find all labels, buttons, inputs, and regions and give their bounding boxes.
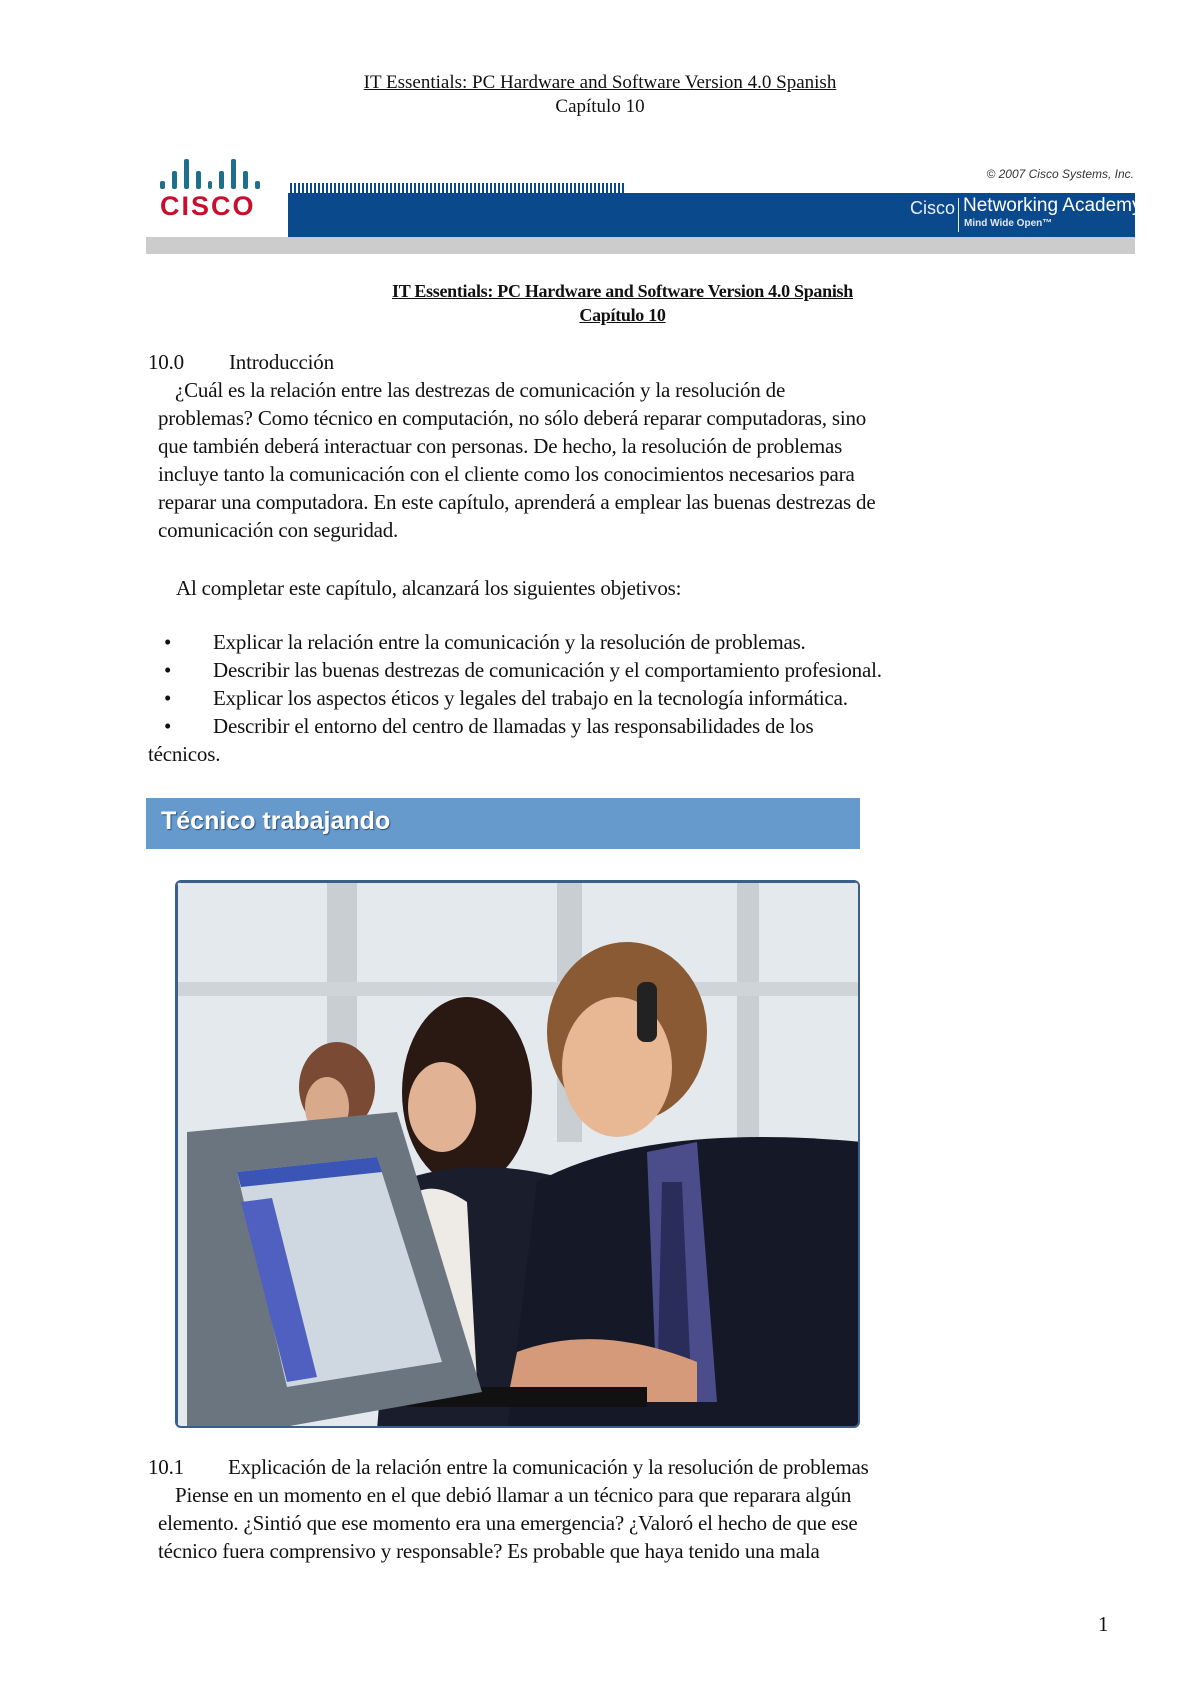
brand-divider <box>958 198 959 232</box>
section-10-1-paragraph <box>158 1481 1078 1565</box>
paragraph-line: que también deberá interactuar con personas. De hecho, la resolución de problemas <box>158 434 843 458</box>
objective-continuation: técnicos. <box>148 742 221 766</box>
objective-item: • Explicar los aspectos éticos y legales del trabajo en la tecnología informática. <box>160 684 1060 712</box>
copyright-text: © 2007 Cisco Systems, Inc. <box>986 167 1134 181</box>
objective-item: • Describir las buenas destrezas de comunicación y el comportamiento profesional. <box>160 656 1060 684</box>
photo-illustration <box>177 882 860 1428</box>
figure-caption: Técnico trabajando <box>161 807 391 835</box>
section-heading-10-0 <box>148 348 334 376</box>
cisco-bars-icon <box>160 155 260 189</box>
call-center-photo <box>175 880 860 1428</box>
running-header <box>0 71 1200 119</box>
section-number: 10.0 <box>148 350 184 374</box>
intro-paragraph <box>158 376 1078 544</box>
document-title: IT Essentials: PC Hardware and Software Version 4.0 Spanish <box>392 281 853 301</box>
objectives-intro: Al completar este capítulo, alcanzará los siguientes objetivos: <box>176 576 682 600</box>
objectives-list <box>160 628 1060 740</box>
paragraph-line: elemento. ¿Sintió que ese momento era una emergencia? ¿Valoró el hecho de que ese <box>158 1511 858 1535</box>
section-heading-10-1 <box>148 1453 869 1481</box>
objective-item: • Describir el entorno del centro de llamadas y las responsabilidades de los <box>160 712 1060 740</box>
paragraph-line: problemas? Como técnico en computación, no sólo deberá reparar computadoras, sino <box>158 406 867 430</box>
section-title: Explicación de la relación entre la comunicación y la resolución de problemas <box>228 1455 869 1479</box>
running-header-chapter: Capítulo 10 <box>555 96 645 117</box>
page-number: 1 <box>1098 1612 1109 1636</box>
running-header-title: IT Essentials: PC Hardware and Software Version 4.0 Spanish <box>363 72 837 93</box>
paragraph-line: reparar una computadora. En este capítulo, aprenderá a emplear las buenas destrezas de <box>158 490 876 514</box>
section-number: 10.1 <box>148 1455 184 1479</box>
section-title: Introducción <box>229 350 334 374</box>
banner-tick-pattern <box>290 183 625 193</box>
paragraph-line: Piense en un momento en el que debió llamar a un técnico para que reparara algún <box>175 1483 852 1507</box>
cisco-wordmark: CISCO <box>160 191 256 221</box>
paragraph-line: ¿Cuál es la relación entre las destrezas de comunicación y la resolución de <box>175 378 786 402</box>
paragraph-line: incluye tanto la comunicación con el cliente como los conocimientos necesarios para <box>158 462 855 486</box>
document-chapter: Capítulo 10 <box>579 305 666 325</box>
brand-tagline: Mind Wide Open™ <box>964 218 1053 229</box>
brand-networking-academy: Networking Academy® <box>963 195 1156 216</box>
cisco-logo <box>160 155 260 225</box>
paragraph-line: técnico fuera comprensivo y responsable? Es probable que haya tenido una mala <box>158 1539 820 1563</box>
figure-caption-bar <box>146 798 860 849</box>
objective-item: • Explicar la relación entre la comunicación y la resolución de problemas. <box>160 628 1060 656</box>
brand-cisco: Cisco <box>910 198 956 218</box>
banner-grey-bar <box>146 237 1135 254</box>
paragraph-line: comunicación con seguridad. <box>158 518 399 542</box>
